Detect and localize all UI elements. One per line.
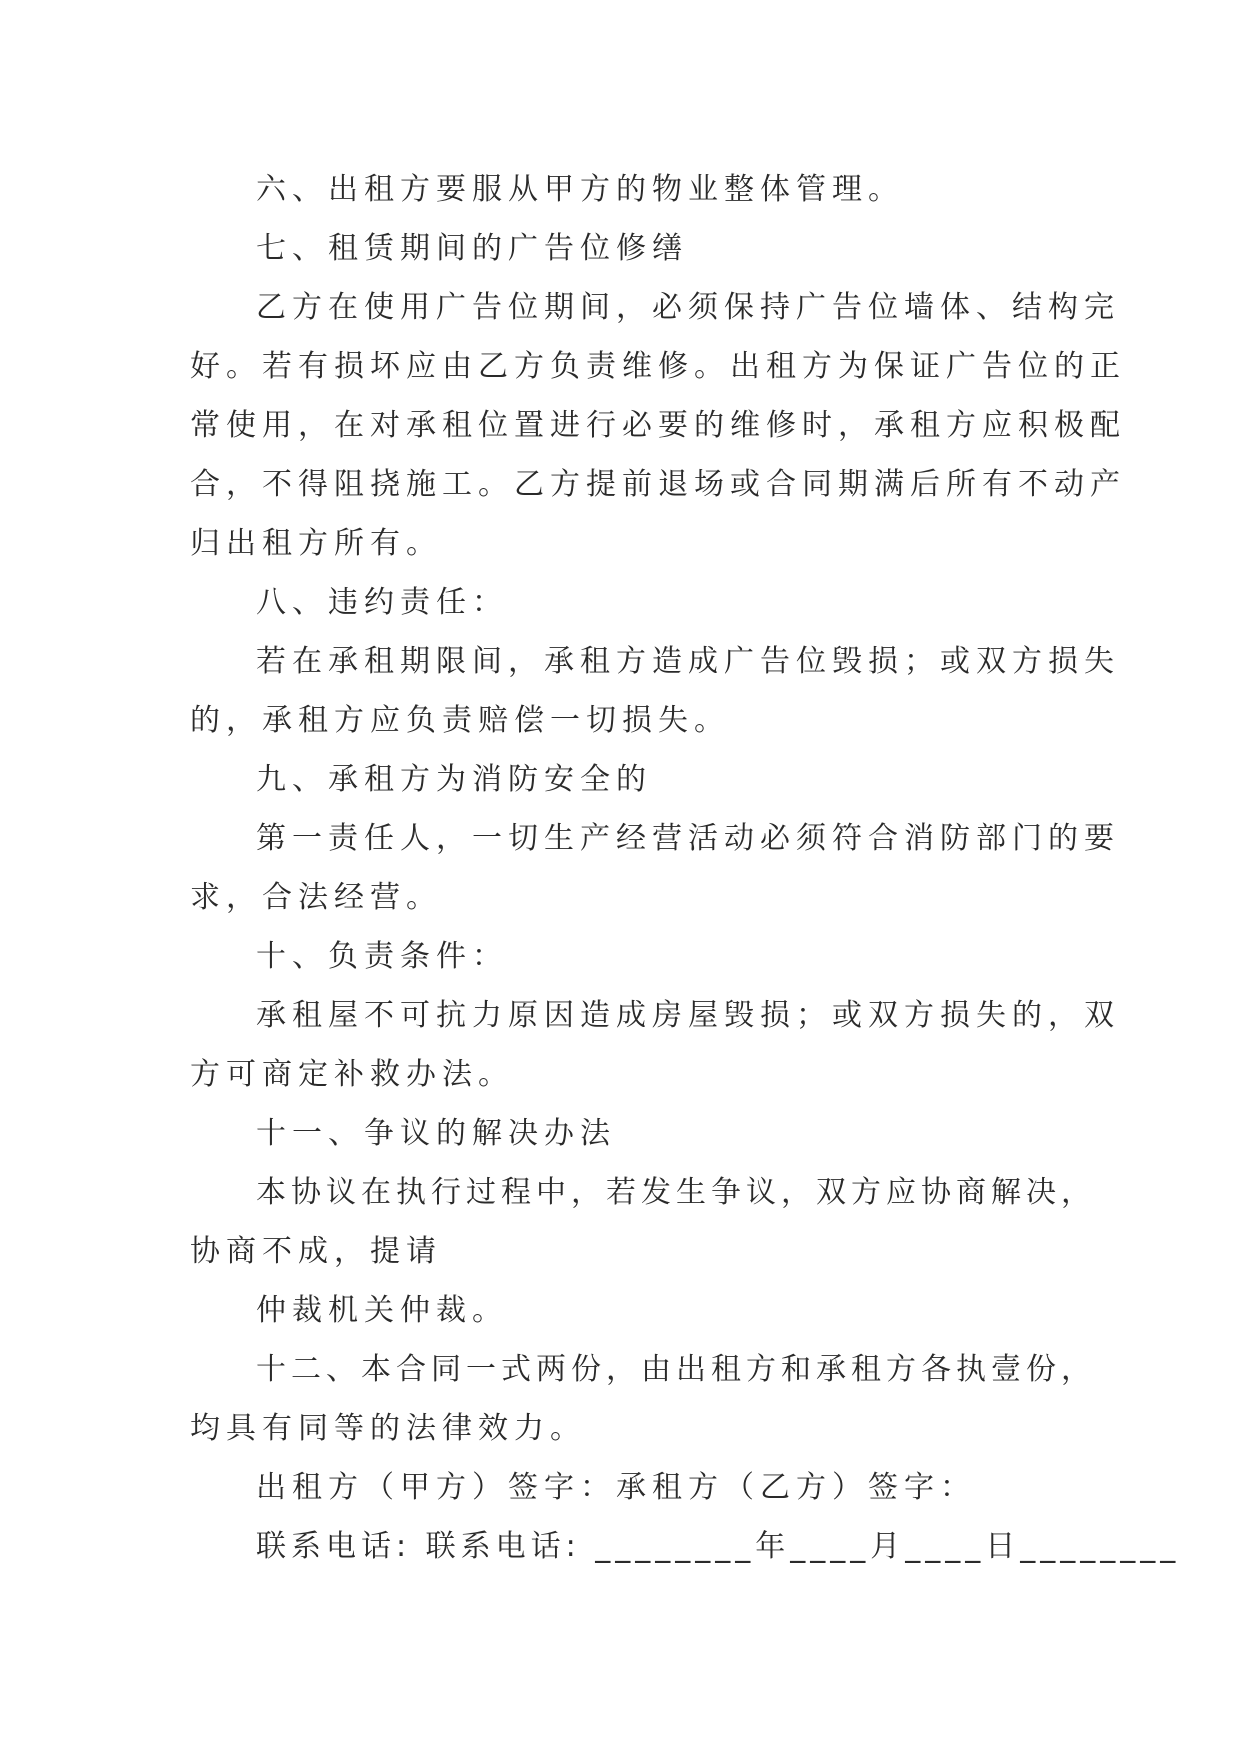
clause-9-paragraph-line: 第一责任人，一切生产经营活动必须符合消防部门的要 xyxy=(256,821,1120,856)
clause-7-paragraph-line: 好。若有损坏应由乙方负责维修。出租方为保证广告位的正 xyxy=(190,349,1126,384)
clause-8-title: 八、违约责任： xyxy=(256,585,508,620)
clause-10-paragraph-line: 承租屋不可抗力原因造成房屋毁损；或双方损失的，双 xyxy=(256,998,1120,1033)
contact-date-line: 联系电话: 联系电话: ________年____月____日________ xyxy=(256,1529,1181,1564)
clause-7-paragraph-line: 合，不得阻挠施工。乙方提前退场或合同期满后所有不动产 xyxy=(190,467,1126,502)
signature-line: 出租方（甲方）签字：承租方（乙方）签字： xyxy=(256,1470,976,1505)
document-body xyxy=(190,160,1181,1576)
clause-9-title: 九、承租方为消防安全的 xyxy=(256,762,652,797)
clause-12-title: 十二、本合同一式两份，由出租方和承租方各执壹份， xyxy=(256,1352,1096,1387)
clause-8-paragraph-line: 的，承租方应负责赔偿一切损失。 xyxy=(190,703,730,738)
clause-8-paragraph-line: 若在承租期限间，承租方造成广告位毁损；或双方损失 xyxy=(256,644,1120,679)
clause-11-title: 十一、争议的解决办法 xyxy=(256,1116,616,1151)
clause-10-paragraph-line: 方可商定补救办法。 xyxy=(190,1057,514,1092)
clause-6-title: 六、出租方要服从甲方的物业整体管理。 xyxy=(256,172,904,207)
clause-10-title: 十、负责条件： xyxy=(256,939,508,974)
clause-7-title: 七、租赁期间的广告位修缮 xyxy=(256,231,688,266)
clause-11-paragraph-line: 协商不成，提请 xyxy=(190,1234,442,1269)
clause-11-paragraph-line: 仲裁机关仲裁。 xyxy=(256,1293,508,1328)
clause-9-paragraph-line: 求，合法经营。 xyxy=(190,880,442,915)
clause-11-paragraph-line: 本协议在执行过程中，若发生争议，双方应协商解决， xyxy=(256,1175,1096,1210)
clause-7-paragraph-line: 乙方在使用广告位期间，必须保持广告位墙体、结构完 xyxy=(256,290,1120,325)
clause-12-paragraph-line: 均具有同等的法律效力。 xyxy=(190,1411,586,1446)
clause-7-paragraph-line: 归出租方所有。 xyxy=(190,526,442,561)
clause-7-paragraph-line: 常使用，在对承租位置进行必要的维修时，承租方应积极配 xyxy=(190,408,1126,443)
